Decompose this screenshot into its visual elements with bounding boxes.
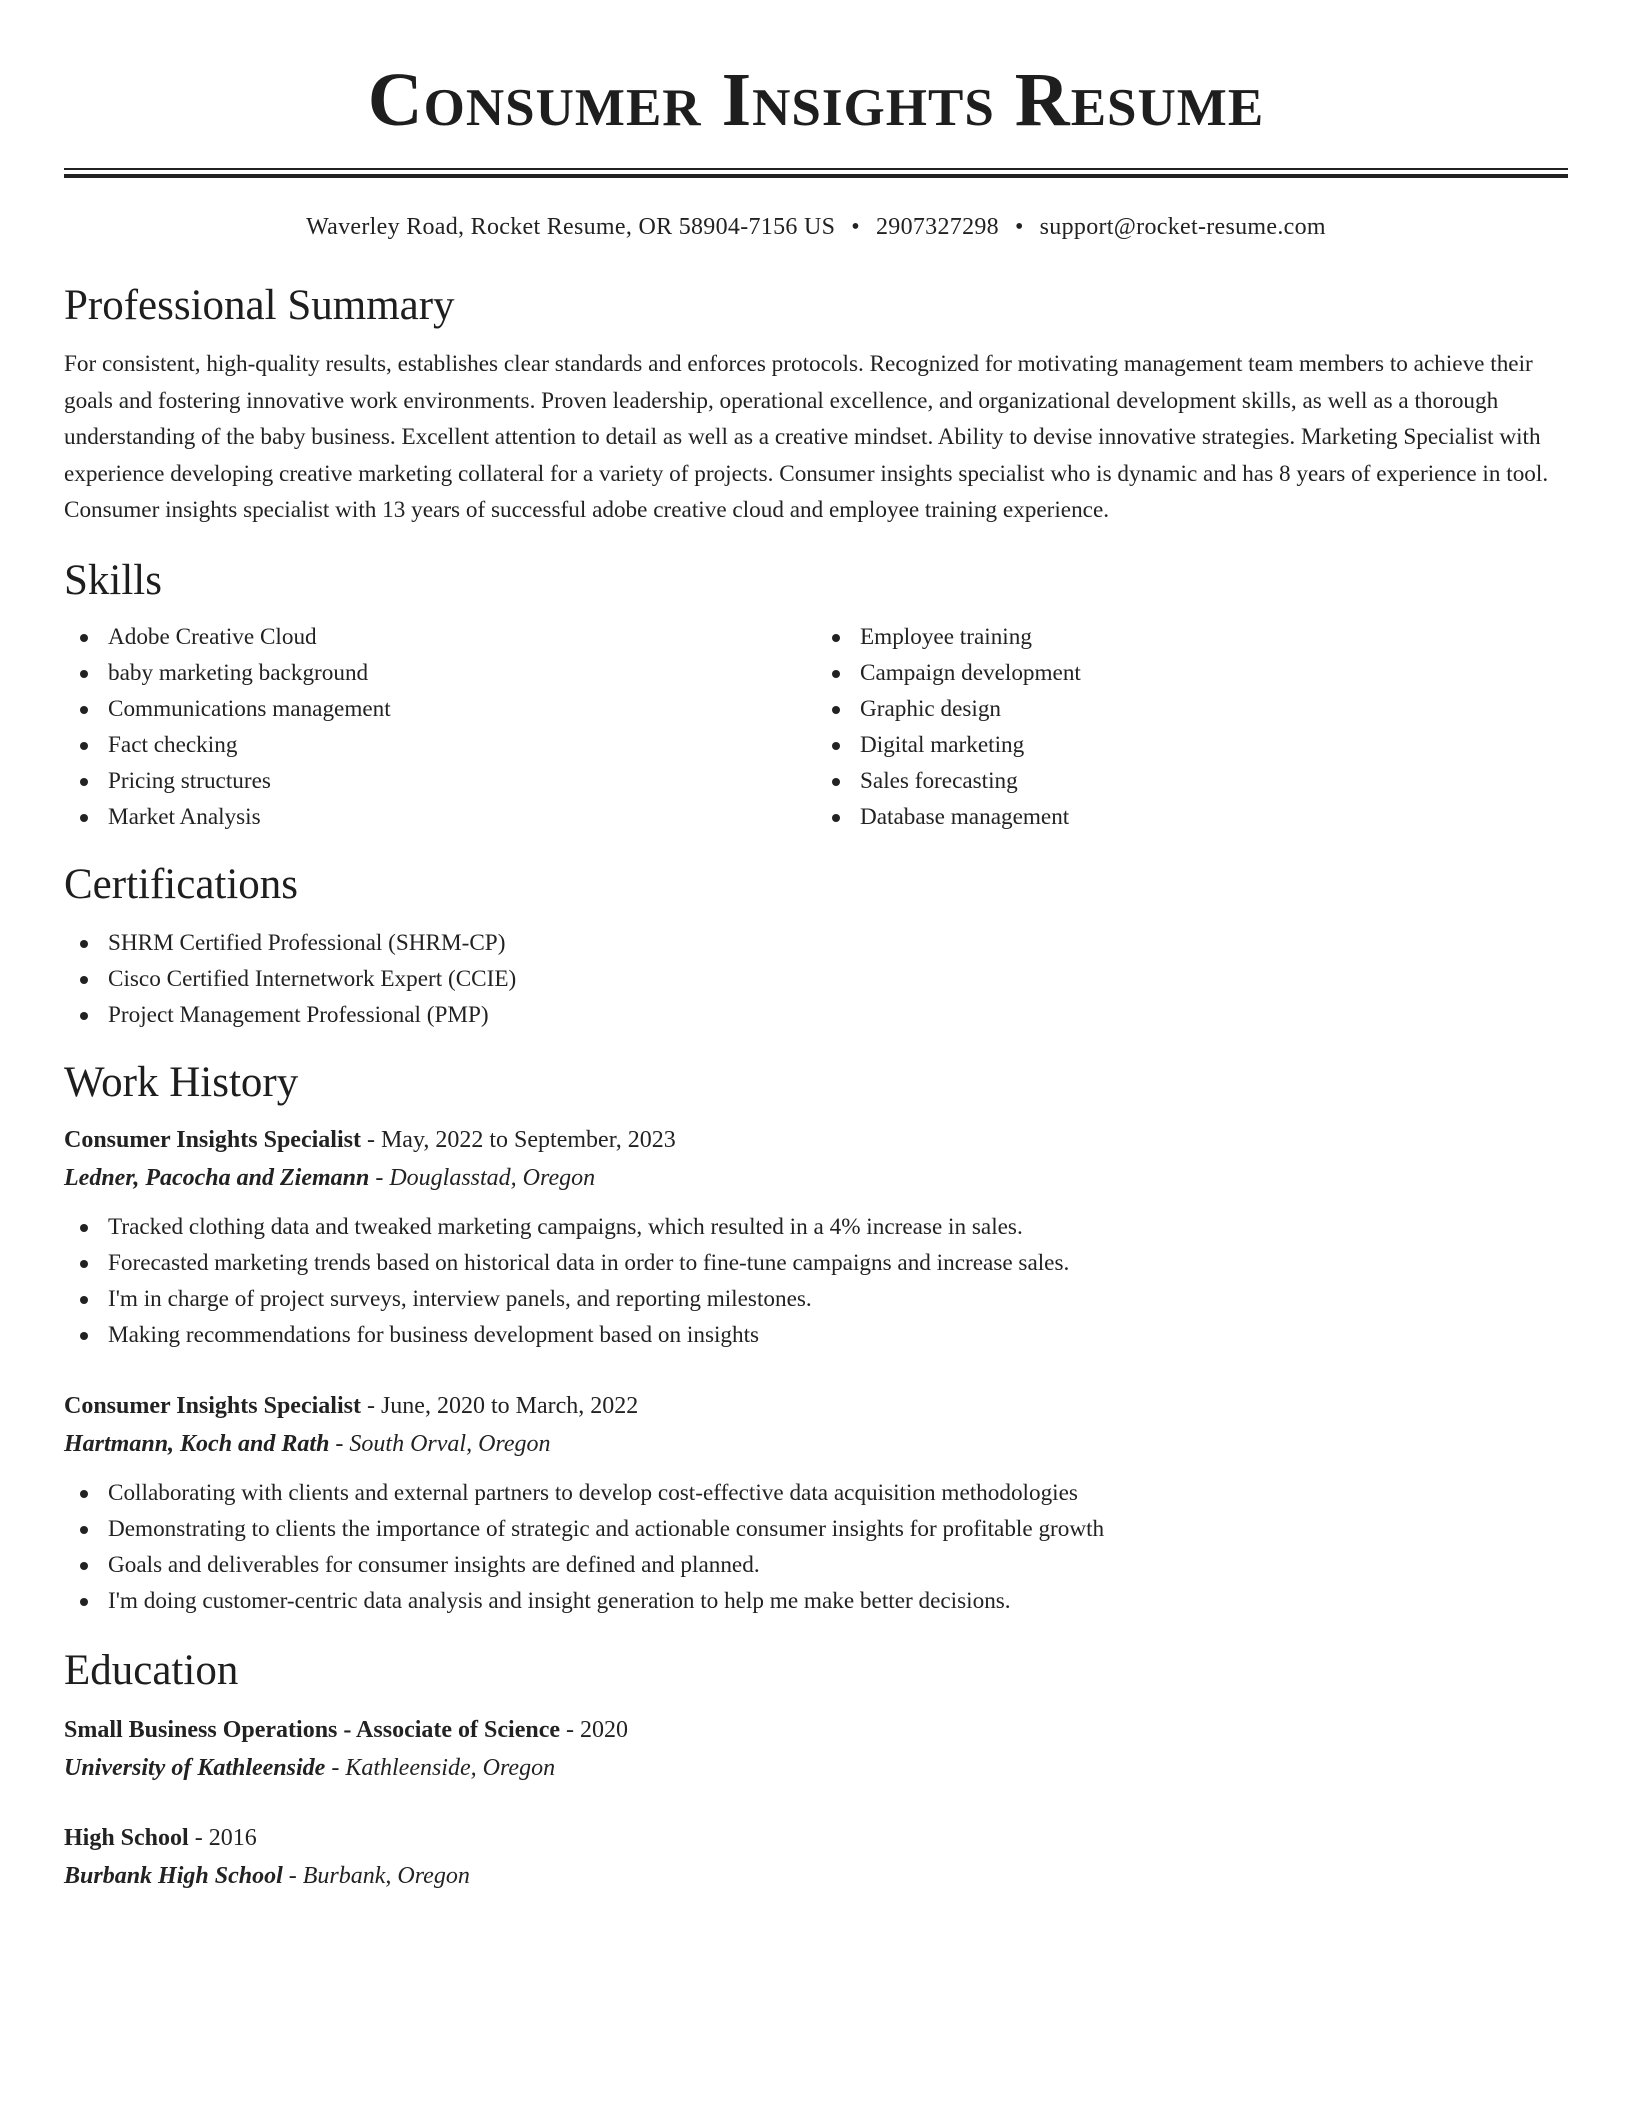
job-title: Consumer Insights Specialist xyxy=(64,1126,361,1153)
job-duty: I'm doing customer-centric data analysis and insight generation to help me make better decisions. xyxy=(64,1583,1568,1619)
job-title-line xyxy=(64,1125,1568,1155)
job-duty: Goals and deliverables for consumer insights are defined and planned. xyxy=(64,1547,1568,1583)
skill-item: Communications management xyxy=(64,691,816,727)
title-divider xyxy=(64,168,1568,178)
summary-heading: Professional Summary xyxy=(64,282,455,329)
job-entry xyxy=(64,1125,1568,1353)
contact-line xyxy=(64,212,1568,242)
contact-address: Waverley Road, Rocket Resume, OR 58904-7156 US xyxy=(306,214,836,240)
skills-heading: Skills xyxy=(64,556,162,604)
education-entry xyxy=(64,1715,1568,1783)
education-degree-line xyxy=(64,1823,1568,1853)
skills-column-right xyxy=(816,619,1568,835)
job-location: - South Orval, Oregon xyxy=(329,1430,551,1457)
education-heading: Education xyxy=(64,1646,239,1694)
education-degree: Small Business Operations - Associate of Science xyxy=(64,1716,560,1743)
skills-column-left xyxy=(64,619,816,835)
skill-item: Database management xyxy=(816,799,1568,835)
job-duties-list xyxy=(64,1475,1568,1619)
job-title-line xyxy=(64,1391,1568,1421)
contact-email: support@rocket-resume.com xyxy=(1039,214,1326,240)
job-company-line xyxy=(64,1429,1568,1459)
job-dates: - June, 2020 to March, 2022 xyxy=(360,1392,639,1419)
job-duty: I'm in charge of project surveys, interview panels, and reporting milestones. xyxy=(64,1281,1568,1317)
job-company: Ledner, Pacocha and Ziemann xyxy=(64,1164,370,1191)
skills-grid xyxy=(64,619,1568,835)
education-school-line xyxy=(64,1861,1568,1891)
summary-text: For consistent, high-quality results, establishes clear standards and enforces protocols. Recognized for motivating management team members to achieve their goals and fostering innovative work environments. Proven leadership, operational excellence, and organizational development skills, as well as a thorough understanding of the baby business. Excellent attention to detail as well as a creative mindset. Ability to devise innovative strategies. Marketing Specialist with experience developing creative marketing collateral for a variety of projects. Consumer insights specialist who is dynamic and has 8 years of experience in tool. Consumer insights specialist with 13 years of successful adobe creative cloud and employee training experience. xyxy=(64,351,1549,523)
education-year: - 2016 xyxy=(188,1824,257,1851)
education-school: Burbank High School xyxy=(64,1862,283,1889)
job-dates: - May, 2022 to September, 2023 xyxy=(360,1126,676,1153)
contact-separator: • xyxy=(1014,214,1024,240)
skills-list-left xyxy=(64,619,816,835)
job-location: - Douglasstad, Oregon xyxy=(369,1164,596,1191)
job-duty: Collaborating with clients and external partners to develop cost-effective data acquisition methodologies xyxy=(64,1475,1568,1511)
resume-title: Consumer Insights Resume xyxy=(367,58,1265,142)
certification-item: Cisco Certified Internetwork Expert (CCIE) xyxy=(64,961,1568,997)
job-entry xyxy=(64,1391,1568,1619)
education-year: - 2020 xyxy=(560,1716,628,1743)
education-degree-line xyxy=(64,1715,1568,1745)
skill-item: Fact checking xyxy=(64,727,816,763)
job-company-line xyxy=(64,1163,1568,1193)
skill-item: Employee training xyxy=(816,619,1568,655)
contact-phone: 2907327298 xyxy=(875,214,999,240)
certifications-heading: Certifications xyxy=(64,860,299,908)
skills-list-right xyxy=(816,619,1568,835)
job-duty: Demonstrating to clients the importance of strategic and actionable consumer insights for profitable growth xyxy=(64,1511,1568,1547)
education-degree: High School xyxy=(64,1824,189,1851)
skill-item: Sales forecasting xyxy=(816,763,1568,799)
skill-item: Digital marketing xyxy=(816,727,1568,763)
skill-item: Pricing structures xyxy=(64,763,816,799)
certifications-list xyxy=(64,925,1568,1033)
work-history-heading: Work History xyxy=(64,1058,299,1106)
education-location: - Burbank, Oregon xyxy=(282,1862,470,1889)
skill-item: Campaign development xyxy=(816,655,1568,691)
skill-item: Graphic design xyxy=(816,691,1568,727)
contact-separator: • xyxy=(851,214,860,240)
job-title: Consumer Insights Specialist xyxy=(64,1392,361,1419)
skill-item: Market Analysis xyxy=(64,799,816,835)
education-location: - Kathleenside, Oregon xyxy=(325,1754,556,1781)
job-duties-list xyxy=(64,1209,1568,1353)
job-company: Hartmann, Koch and Rath xyxy=(64,1430,330,1457)
skill-item: Adobe Creative Cloud xyxy=(64,619,816,655)
job-duty: Tracked clothing data and tweaked marketing campaigns, which resulted in a 4% increase in sales. xyxy=(64,1209,1568,1245)
job-duty: Making recommendations for business development based on insights xyxy=(64,1317,1568,1353)
education-entry xyxy=(64,1823,1568,1891)
skill-item: baby marketing background xyxy=(64,655,816,691)
job-duty: Forecasted marketing trends based on historical data in order to fine-tune campaigns and increase sales. xyxy=(64,1245,1568,1281)
education-school-line xyxy=(64,1753,1568,1783)
certification-item: Project Management Professional (PMP) xyxy=(64,997,1568,1033)
education-school: University of Kathleenside xyxy=(64,1754,326,1781)
certification-item: SHRM Certified Professional (SHRM-CP) xyxy=(64,925,1568,961)
